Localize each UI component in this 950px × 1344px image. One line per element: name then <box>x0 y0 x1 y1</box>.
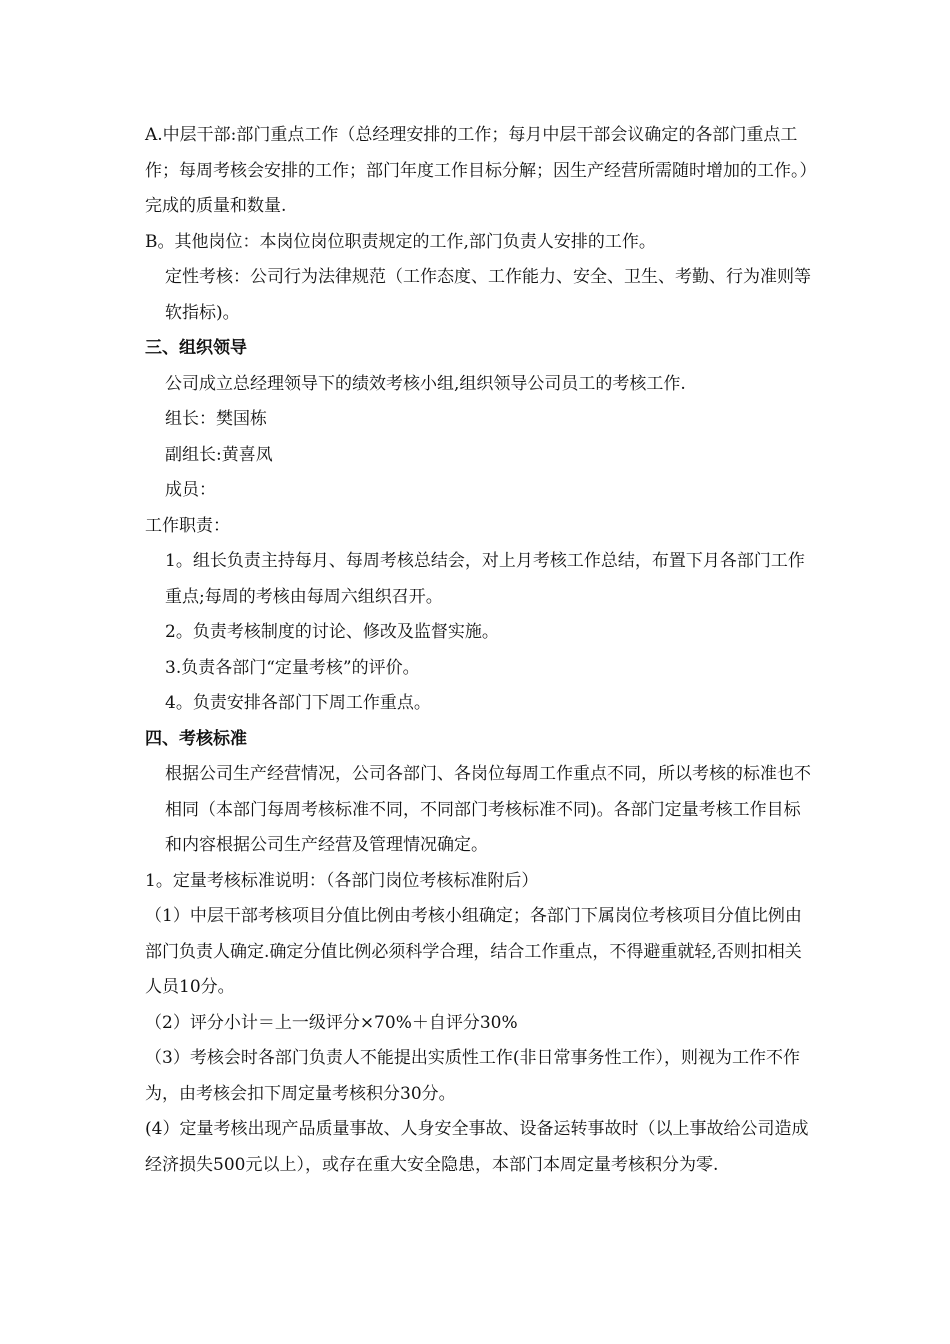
paragraph-rule-4: (4）定量考核出现产品质量事故、人身安全事故、设备运转事故时（以上事故给公司造成经济损失500元以上），或存在重大安全隐患，本部门本周定量考核积分为零. <box>145 1119 809 1175</box>
paragraph-duty-1: 1。组长负责主持每月、每周考核总结会，对上月考核工作总结，布置下月各部门工作重点;每周的考核由每周六组织召开。 <box>165 551 805 607</box>
paragraph-rule-1: （1）中层干部考核项目分值比例由考核小组确定；各部门下属岗位考核项目分值比例由部门负责人确定.确定分值比例必须科学合理，结合工作重点，不得避重就轻,否则扣相关人员10分。 <box>145 906 802 997</box>
paragraph-duties-title: 工作职责： <box>145 515 230 536</box>
paragraph-assessment-group: 公司成立总经理领导下的绩效考核小组,组织领导公司员工的考核工作. <box>165 373 686 394</box>
paragraph-members: 成员： <box>165 480 216 500</box>
paragraph-duty-4: 4。负责安排各部门下周工作重点。 <box>165 693 431 713</box>
paragraph-duty-2: 2。负责考核制度的讨论、修改及监督实施。 <box>165 622 499 642</box>
paragraph-rule-2: （2）评分小计＝上一级评分×70%＋自评分30% <box>145 1012 518 1033</box>
paragraph-standards-intro: 根据公司生产经营情况，公司各部门、各岗位每周工作重点不同，所以考核的标准也不相同（本部门每周考核标准不同，不同部门考核标准不同)。各部门定量考核工作目标和内容根据公司生产经营及管理情况确定。 <box>165 764 811 855</box>
paragraph-qualitative-assessment: 定性考核：公司行为法律规范（工作态度、工作能力、安全、卫生、考勤、行为准则等软指标)。 <box>165 267 811 323</box>
paragraph-deputy-leader: 副组长:黄喜凤 <box>165 444 273 465</box>
document-body <box>145 118 815 1183</box>
paragraph-b-other-positions: B。其他岗位：本岗位岗位职责规定的工作,部门负责人安排的工作。 <box>145 231 656 252</box>
section-heading-organization: 三、组织领导 <box>145 338 247 358</box>
paragraph-quant-standard-title: 1。定量考核标准说明：（各部门岗位考核标准附后） <box>145 870 539 891</box>
paragraph-a-middle-managers: A.中层干部:部门重点工作（总经理安排的工作；每月中层干部会议确定的各部门重点工作；每周考核会安排的工作；部门年度工作目标分解；因生产经营所需随时增加的工作。）完成的质量和数量. <box>145 125 808 216</box>
section-heading-standards: 四、考核标准 <box>145 728 247 749</box>
paragraph-duty-3: 3.负责各部门“定量考核”的评价。 <box>165 657 420 678</box>
paragraph-group-leader: 组长：樊国栋 <box>165 409 267 429</box>
paragraph-rule-3: （3）考核会时各部门负责人不能提出实质性工作(非日常事务性工作），则视为工作不作为，由考核会扣下周定量考核积分30分。 <box>145 1048 800 1104</box>
